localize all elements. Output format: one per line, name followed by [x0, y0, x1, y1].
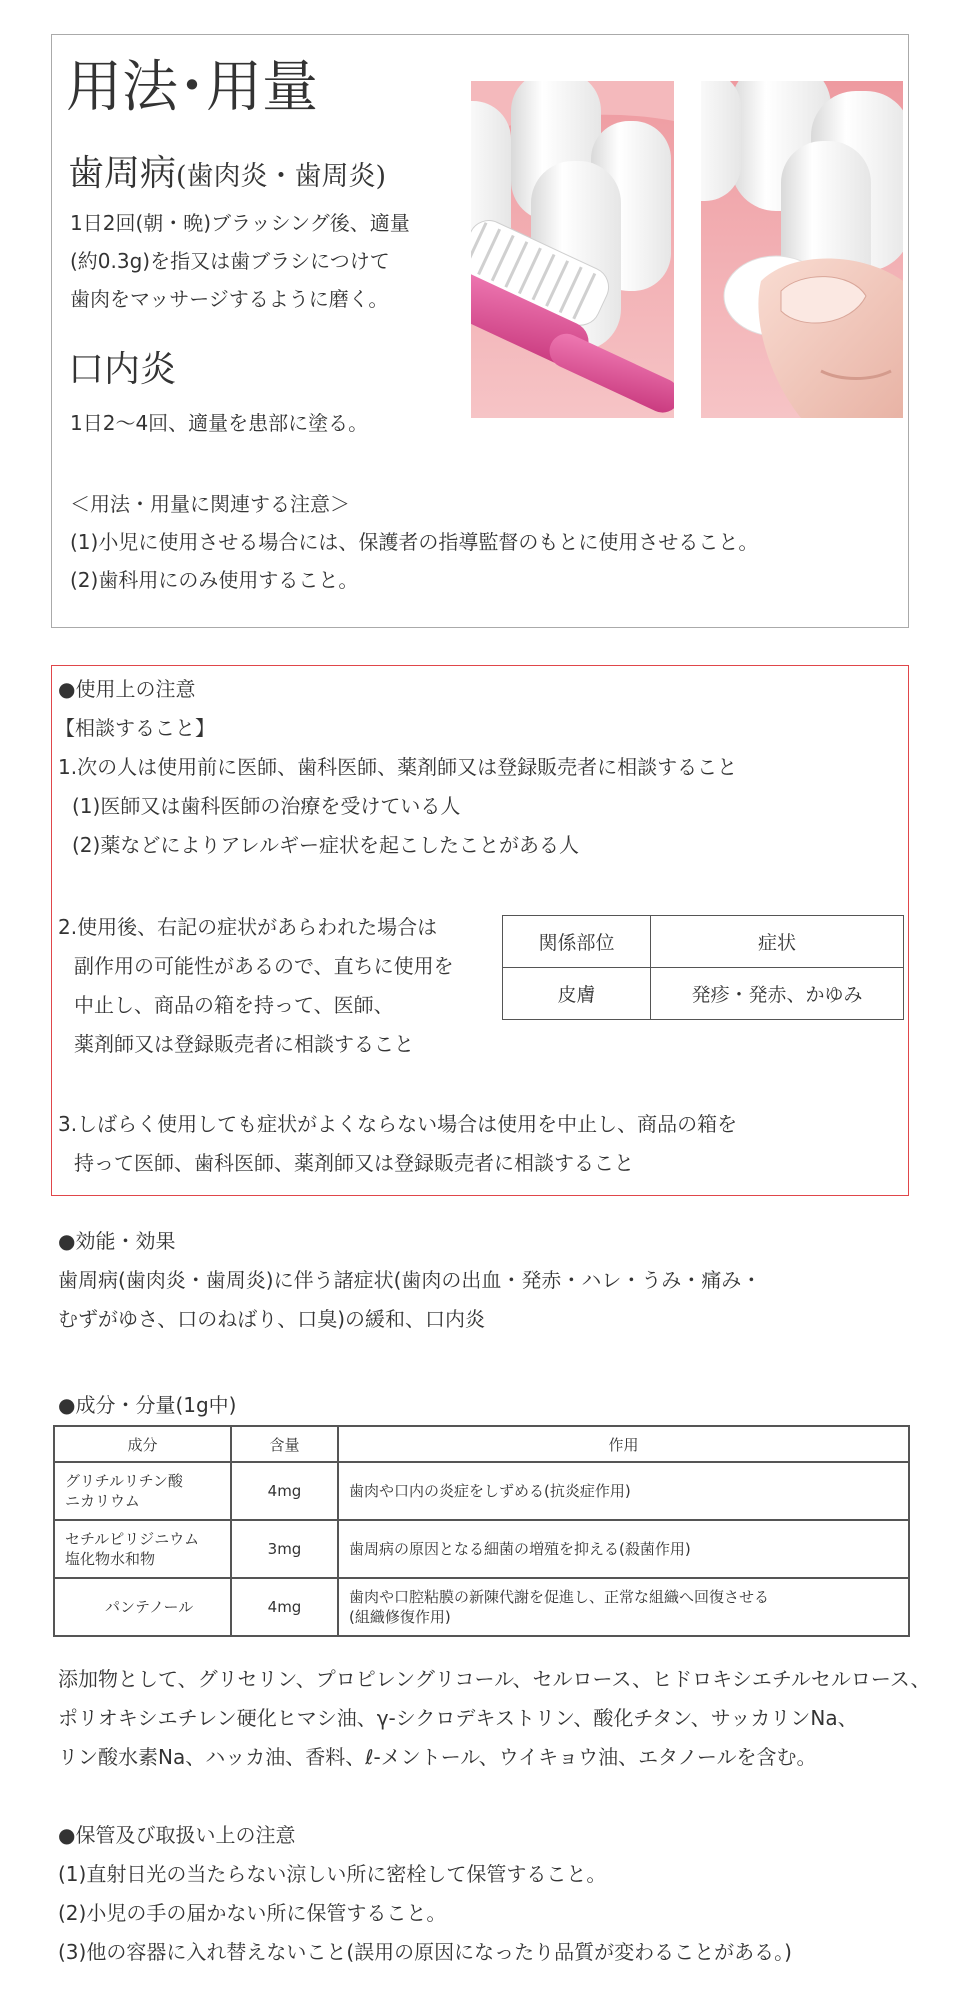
precaution-line: 持って医師、歯科医師、薬剤師又は登録販売者に相談すること: [74, 1151, 634, 1175]
usage-title: 用法･用量: [66, 55, 318, 120]
stomatitis-heading: 口内炎: [68, 349, 177, 390]
ingredient-name-line: グリチルリチン酸: [65, 1472, 183, 1490]
efficacy-line: むずがゆさ、口のねばり、口臭)の緩和、口内炎: [58, 1307, 486, 1331]
precaution-line: 2.使用後、右記の症状があらわれた場合は: [58, 915, 438, 939]
symptom-cell: 皮膚: [503, 968, 651, 1020]
ingredient-effect-line: 歯肉や口内の炎症をしずめる(抗炎症作用): [349, 1482, 631, 1500]
precaution-line: 薬剤師又は登録販売者に相談すること: [74, 1032, 414, 1056]
additives-line: リン酸水素Na、ハッカ油、香料、ℓ-メントール、ウイキョウ油、エタノールを含む。: [58, 1745, 817, 1769]
symptom-cell: 発疹・発赤、かゆみ: [651, 968, 904, 1020]
periodontal-heading-main: 歯周病: [68, 153, 177, 194]
ingredient-name: [54, 1462, 231, 1520]
ingredient-name-line: パンテノール: [105, 1598, 194, 1616]
ingredients-header-row: [54, 1426, 909, 1462]
ingredients-header-cell: 含量: [231, 1426, 338, 1462]
precaution-line: 副作用の可能性があるので、直ちに使用を: [74, 954, 454, 978]
precaution-line: 中止し、商品の箱を持って、医師、: [74, 993, 394, 1017]
ingredient-effect: [338, 1520, 909, 1578]
ingredient-amount: 4mg: [231, 1578, 338, 1636]
periodontal-directions: [70, 204, 410, 318]
precaution-item-2: [58, 908, 454, 1064]
ingredient-name: [54, 1578, 231, 1636]
usage-notes-heading: ＜用法・用量に関連する注意＞: [70, 492, 350, 516]
ingredient-row: [54, 1462, 909, 1520]
ingredient-row: [54, 1520, 909, 1578]
ingredient-name-line: セチルピリジニウム: [65, 1530, 200, 1548]
toothbrush-illustration: [471, 81, 674, 418]
stomatitis-directions: 1日2～4回、適量を患部に塗る。: [70, 411, 369, 435]
usage-notes: [70, 523, 758, 599]
ingredient-row: [54, 1578, 909, 1636]
ingredient-amount: 3mg: [231, 1520, 338, 1578]
consult-heading: 【相談すること】: [55, 716, 215, 740]
efficacy-heading: ●効能・効果: [58, 1229, 176, 1253]
precaution-sub-item: (2)薬などによりアレルギー症状を起こしたことがある人: [72, 833, 580, 857]
ingredient-effect-line: (組織修復作用): [349, 1608, 451, 1626]
ingredient-effect: [338, 1578, 909, 1636]
precautions-heading: ●使用上の注意: [58, 677, 196, 701]
ingredients-heading: ●成分・分量(1g中): [58, 1393, 237, 1417]
storage-line: (3)他の容器に入れ替えないこと(誤用の原因になったり品質が変わることがある。): [58, 1940, 792, 1964]
directions-line: 歯肉をマッサージするように磨く。: [70, 287, 389, 311]
precaution-item-1-sub: [72, 787, 579, 865]
ingredients-header-cell: 作用: [338, 1426, 909, 1462]
storage-text: [58, 1855, 792, 1972]
storage-line: (1)直射日光の当たらない涼しい所に密栓して保管すること。: [58, 1862, 607, 1886]
symptom-table-header: [503, 916, 904, 968]
ingredient-name-line: 塩化物水和物: [65, 1550, 156, 1568]
finger-massage-illustration: [701, 81, 903, 418]
symptom-table: [502, 915, 904, 1020]
usage-note: (1)小児に使用させる場合には、保護者の指導監督のもとに使用させること。: [70, 530, 759, 554]
symptom-table-row: [503, 968, 904, 1020]
ingredient-name-line: ニカリウム: [65, 1492, 140, 1510]
ingredient-amount: 4mg: [231, 1462, 338, 1520]
ingredient-effect-line: 歯肉や口腔粘膜の新陳代謝を促進し、正常な組織へ回復させる: [349, 1588, 770, 1606]
additives-line: 添加物として、グリセリン、プロピレングリコール、セルロース、ヒドロキシエチルセルロース、: [58, 1667, 931, 1691]
storage-line: (2)小児の手の届かない所に保管すること。: [58, 1901, 447, 1925]
precaution-item-3: [58, 1105, 737, 1183]
efficacy-text: [58, 1261, 761, 1339]
symptom-header-cell: 症状: [651, 916, 904, 968]
ingredients-table: [53, 1425, 910, 1637]
ingredients-header-cell: 成分: [54, 1426, 231, 1462]
usage-note: (2)歯科用にのみ使用すること。: [70, 568, 359, 592]
precaution-item-1: 1.次の人は使用前に医師、歯科医師、薬剤師又は登録販売者に相談すること: [58, 755, 738, 779]
directions-line: 1日2回(朝・晩)ブラッシング後、適量: [70, 211, 410, 235]
precaution-sub-item: (1)医師又は歯科医師の治療を受けている人: [72, 794, 461, 818]
ingredient-effect-line: 歯周病の原因となる細菌の増殖を抑える(殺菌作用): [349, 1540, 691, 1558]
efficacy-line: 歯周病(歯肉炎・歯周炎)に伴う諸症状(歯肉の出血・発赤・ハレ・うみ・痛み・: [58, 1268, 762, 1292]
storage-heading: ●保管及び取扱い上の注意: [58, 1823, 296, 1847]
ingredient-effect: [338, 1462, 909, 1520]
directions-line: (約0.3g)を指又は歯ブラシにつけて: [70, 249, 390, 273]
additives-text: [58, 1660, 931, 1777]
precaution-line: 3.しばらく使用しても症状がよくならない場合は使用を中止し、商品の箱を: [58, 1112, 738, 1136]
symptom-header-cell: 関係部位: [503, 916, 651, 968]
ingredient-name: [54, 1520, 231, 1578]
periodontal-heading-sub: (歯肉炎・歯周炎): [176, 161, 387, 192]
periodontal-heading: [68, 153, 387, 194]
additives-line: ポリオキシエチレン硬化ヒマシ油、γ-シクロデキストリン、酸化チタン、サッカリンNa、: [58, 1706, 858, 1730]
